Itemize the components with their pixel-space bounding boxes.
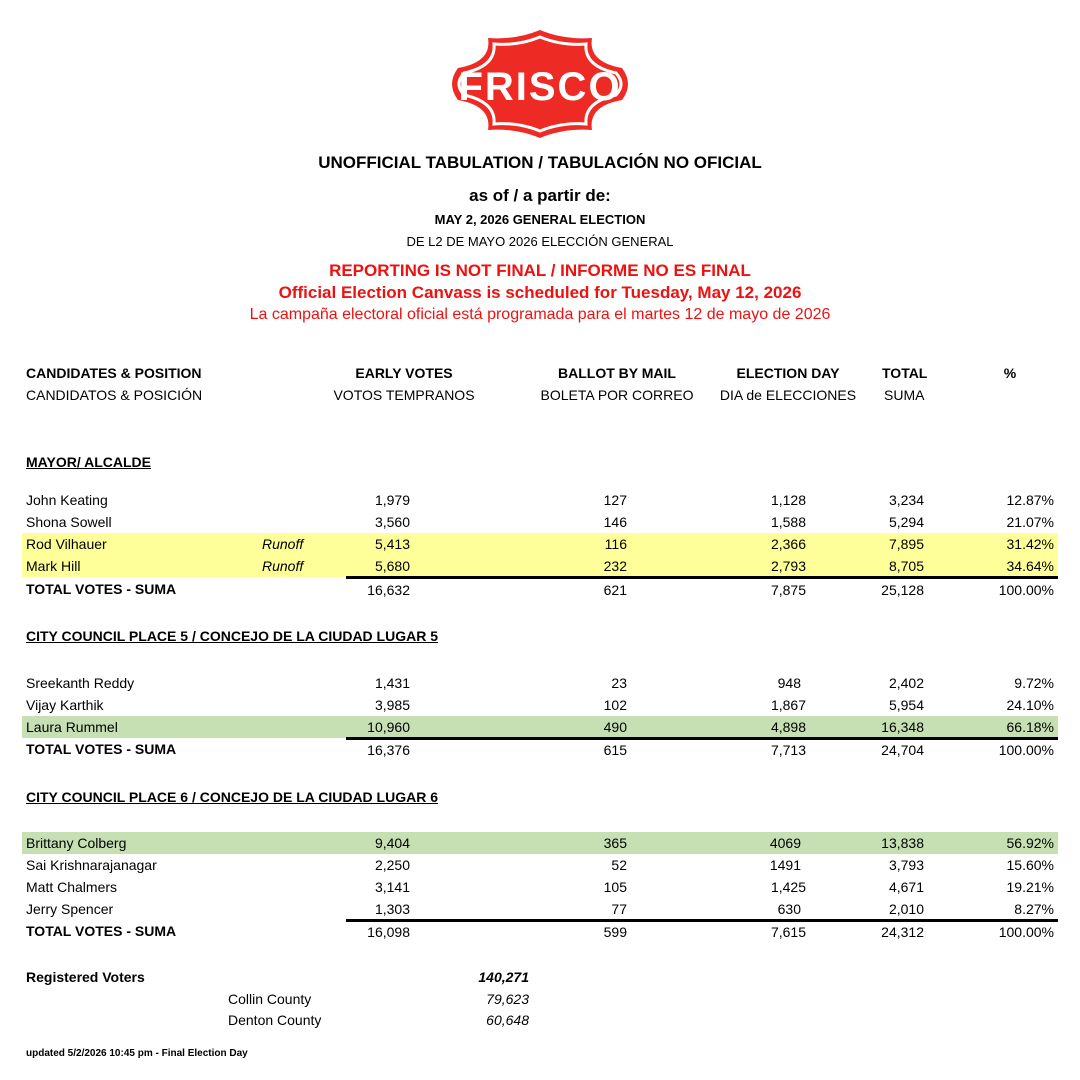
mail-votes: 146 [603,514,627,530]
total-votes: 5,954 [888,697,924,713]
total-votes: 3,234 [888,492,924,508]
candidate-name: John Keating [26,492,108,508]
header-percent: % [1003,365,1017,381]
total-sum: 25,128 [881,582,924,598]
mail-votes: 116 [604,536,627,552]
logo-text: FRISCO [458,65,622,109]
title-unofficial-tabulation: UNOFFICIAL TABULATION / TABULACIÓN NO OFICIAL [318,153,762,172]
vote-percent: 9.72% [1014,675,1054,691]
early-votes: 5,413 [374,536,410,552]
candidate-name: Matt Chalmers [26,879,118,895]
mail-votes: 105 [603,879,627,895]
frisco-logo [438,28,642,140]
election-day-votes: 1,128 [770,492,806,508]
total-election-day: 7,713 [770,742,806,758]
header-total-es: SUMA [884,387,925,403]
registered-voters-label: Registered Voters [26,969,145,985]
total-sum: 24,312 [881,924,924,940]
runoff-label: Runoff [262,536,304,552]
election-day-votes: 2,366 [770,536,806,552]
county-voters: 60,648 [486,1012,529,1028]
early-votes: 1,303 [374,901,410,917]
vote-percent: 21.07% [1006,514,1054,530]
total-mail: 599 [603,924,627,940]
vote-percent: 15.60% [1006,857,1054,873]
vote-percent: 34.64% [1006,558,1054,574]
election-day-votes: 1,588 [770,514,806,530]
total-sum: 24,704 [881,742,924,758]
early-votes: 3,560 [374,514,410,530]
registered-voters-total: 140,271 [478,969,529,985]
total-votes: 5,294 [888,514,924,530]
candidate-name: Shona Sowell [26,514,112,530]
county-name: Collin County [228,991,312,1007]
notice-canvass-es: La campaña electoral oficial está programada para el martes 12 de mayo de 2026 [249,306,831,323]
total-rule [346,576,1058,579]
early-votes: 1,979 [374,492,410,508]
notice-canvass-en: Official Election Canvass is scheduled for Tuesday, May 12, 2026 [278,283,802,302]
mail-votes: 52 [611,857,627,873]
election-day-votes: 1491 [769,857,801,873]
mail-votes: 23 [611,675,627,691]
mail-votes: 232 [603,558,627,574]
vote-percent: 31.42% [1006,536,1054,552]
county-voters: 79,623 [486,991,529,1007]
header-early-en: EARLY VOTES [355,365,453,381]
total-rule [346,919,1058,922]
total-votes: 13,838 [881,835,924,851]
notice-not-final: REPORTING IS NOT FINAL / INFORME NO ES FINAL [329,261,751,280]
election-day-votes: 4069 [769,835,801,851]
candidate-name: Rod Vilhauer [26,536,107,552]
early-votes: 3,141 [374,879,410,895]
header-mail-es: BOLETA POR CORREO [540,387,694,403]
election-day-votes: 1,425 [770,879,806,895]
total-mail: 615 [603,742,627,758]
total-label: TOTAL VOTES - SUMA [26,923,177,939]
header-candidates-es: CANDIDATOS & POSICIÓN [26,387,203,403]
election-day-votes: 2,793 [770,558,806,574]
total-votes: 2,010 [888,901,924,917]
election-day-votes: 4,898 [770,719,806,735]
title-election-es: DE L2 DE MAYO 2026 ELECCIÓN GENERAL [406,234,674,249]
vote-percent: 19.21% [1006,879,1054,895]
total-votes: 7,895 [888,536,924,552]
mail-votes: 365 [603,835,627,851]
early-votes: 2,250 [374,857,410,873]
total-mail: 621 [603,582,627,598]
total-election-day: 7,875 [770,582,806,598]
total-percent: 100.00% [998,924,1054,940]
vote-percent: 24.10% [1006,697,1054,713]
early-votes: 5,680 [374,558,410,574]
total-votes: 2,402 [888,675,924,691]
early-votes: 1,431 [374,675,410,691]
total-early: 16,632 [367,582,410,598]
header-mail-en: BALLOT BY MAIL [558,365,676,381]
header-candidates-en: CANDIDATES & POSITION [26,365,202,381]
total-percent: 100.00% [998,742,1054,758]
race-title-mayor: MAYOR/ ALCALDE [26,454,151,470]
total-percent: 100.00% [998,582,1054,598]
total-early: 16,376 [367,742,410,758]
early-votes: 10,960 [367,719,410,735]
election-day-votes: 630 [777,901,801,917]
mail-votes: 77 [611,901,627,917]
mail-votes: 102 [603,697,627,713]
total-votes: 3,793 [888,857,924,873]
candidate-name: Sai Krishnarajanagar [26,857,157,873]
header-eday-en: ELECTION DAY [736,365,840,381]
vote-percent: 8.27% [1014,901,1054,917]
county-name: Denton County [228,1012,322,1028]
header-early-es: VOTOS TEMPRANOS [333,387,475,403]
header-eday-es: DIA de ELECCIONES [719,387,857,403]
total-election-day: 7,615 [770,924,806,940]
election-day-votes: 1,867 [770,697,806,713]
total-votes: 8,705 [888,558,924,574]
vote-percent: 12.87% [1006,492,1054,508]
candidate-name: Laura Rummel [26,719,118,735]
race-title-council-place-6: CITY COUNCIL PLACE 6 / CONCEJO DE LA CIUDAD LUGAR 6 [26,789,439,805]
total-early: 16,098 [367,924,410,940]
runoff-label: Runoff [262,558,304,574]
header-total-en: TOTAL [882,365,928,381]
total-label: TOTAL VOTES - SUMA [26,581,177,597]
election-day-votes: 948 [777,675,801,691]
mail-votes: 127 [603,492,627,508]
race-title-council-place-5: CITY COUNCIL PLACE 5 / CONCEJO DE LA CIUDAD LUGAR 5 [26,628,439,644]
candidate-name: Vijay Karthik [26,697,104,713]
candidate-name: Jerry Spencer [26,901,114,917]
candidate-name: Mark Hill [26,558,81,574]
candidate-name: Sreekanth Reddy [26,675,135,691]
mail-votes: 490 [603,719,627,735]
vote-percent: 56.92% [1006,835,1054,851]
vote-percent: 66.18% [1006,719,1054,735]
early-votes: 3,985 [374,697,410,713]
total-votes: 4,671 [888,879,924,895]
title-election-en: MAY 2, 2026 GENERAL ELECTION [434,212,646,227]
early-votes: 9,404 [374,835,410,851]
updated-footer: updated 5/2/2026 10:45 pm - Final Election Day [26,1048,248,1059]
total-votes: 16,348 [881,719,924,735]
total-rule [346,737,1058,740]
candidate-name: Brittany Colberg [26,835,127,851]
title-as-of: as of / a partir de: [469,186,611,205]
total-label: TOTAL VOTES - SUMA [26,741,177,757]
